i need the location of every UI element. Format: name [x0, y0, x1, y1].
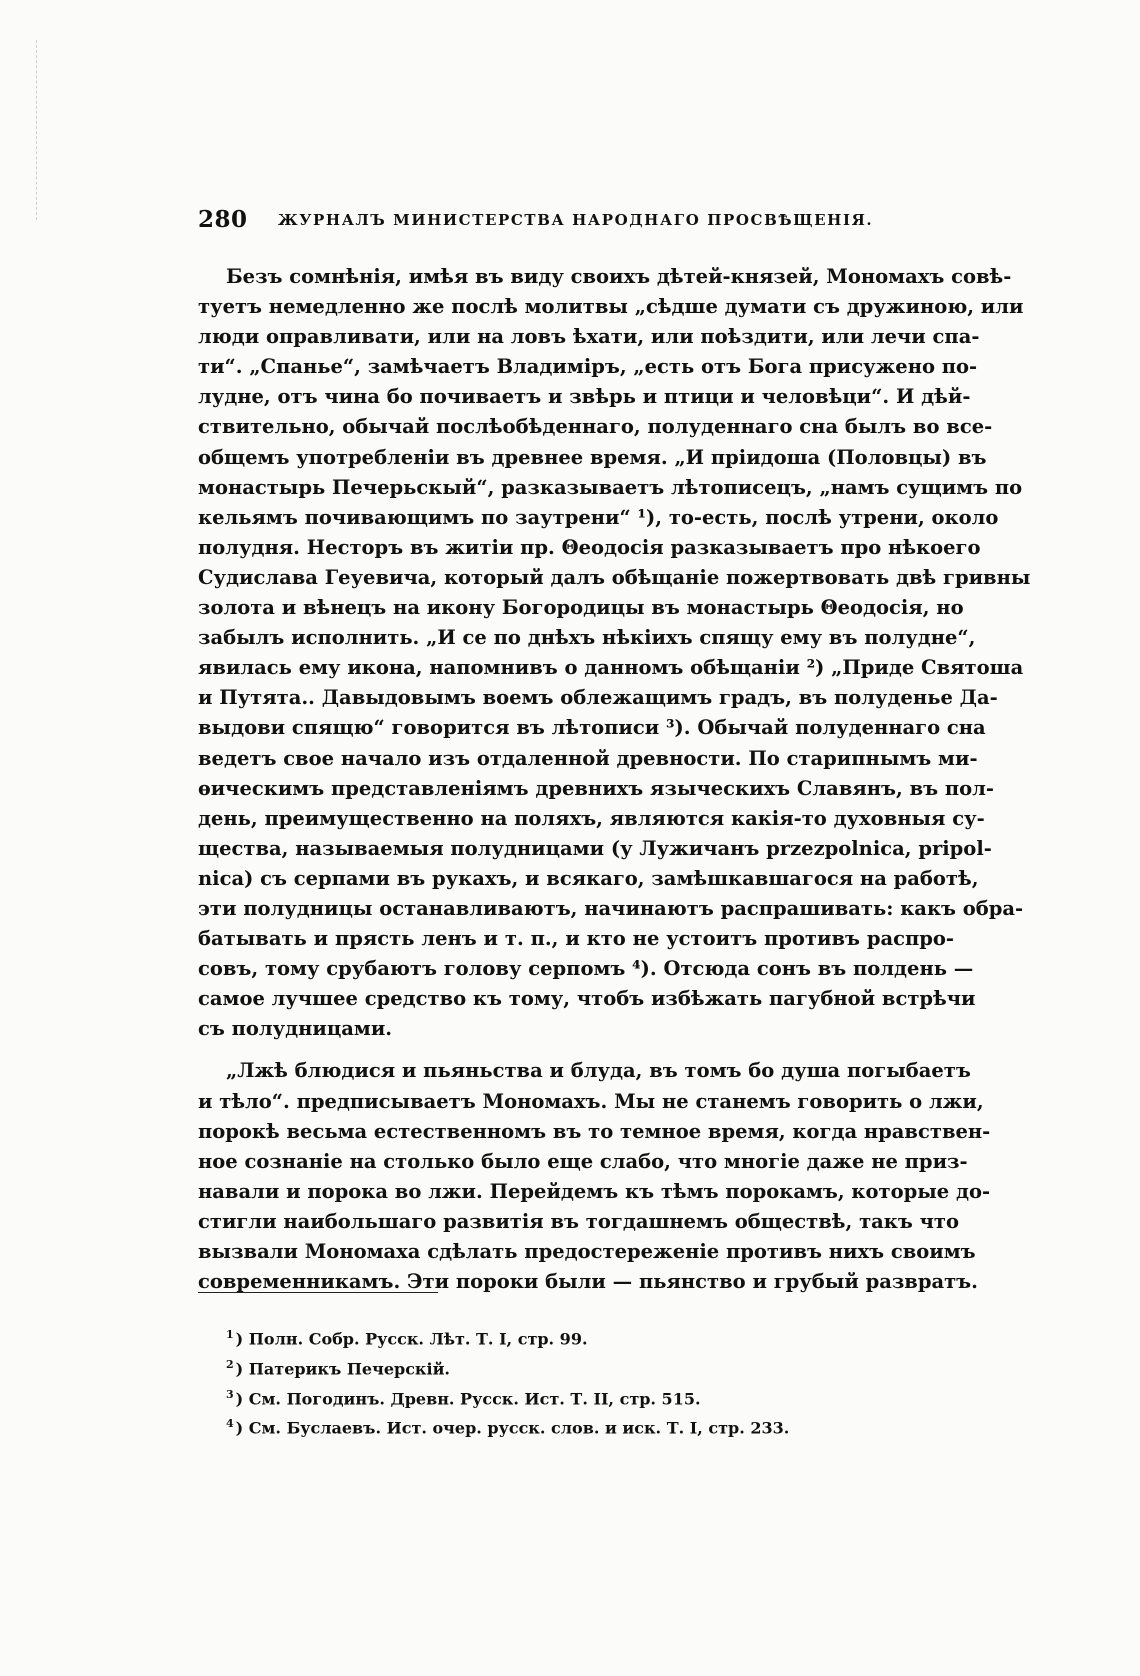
text-line: съ полудницами.: [198, 1017, 393, 1041]
footnote-mark: 2: [226, 1357, 234, 1371]
text-line: полудня. Несторъ въ житіи пр. Θеодосія разказываетъ про нѣкоего: [198, 535, 981, 559]
text-line: навали и порока во лжи. Перейдемъ къ тѣмъ порокамъ, которые до-: [198, 1179, 991, 1203]
footnote-text: ) Патерикъ Печерскій.: [235, 1359, 450, 1379]
text-line: общемъ употребленіи въ древнее время. „И пріидоша (Половцы) въ: [198, 445, 987, 469]
footnote-mark: 1: [226, 1328, 234, 1341]
footnote-rule: [198, 1292, 438, 1293]
text-line: порокѣ весьма естественномъ въ то темное время, когда нравствен-: [198, 1119, 991, 1143]
text-line: золота и вѣнецъ на икону Богородицы въ монастырь Θеодосія, но: [198, 596, 964, 620]
text-line: батывать и прясть ленъ и т. п., и кто не устоитъ противъ распро-: [198, 927, 954, 951]
text-line: Безъ сомнѣнія, имѣя въ виду своихъ дѣтей-князей, Мономахъ совѣ-: [226, 265, 1012, 288]
footnotes: [226, 1322, 926, 1441]
text-line: ное сознаніе на столько было еще слабо, что многіе даже не приз-: [198, 1149, 968, 1173]
text-line: явилась ему икона, напомнивъ о данномъ обѣщаніи ²) „Приде Святоша: [198, 656, 1024, 680]
page-header: [198, 206, 958, 236]
text-line: современникамъ. Эти пороки были — пьянство и грубый развратъ.: [198, 1270, 978, 1294]
footnote-text: ) См. Погодинъ. Древн. Русск. Ист. Т. II, стр. 515.: [235, 1388, 701, 1408]
footnote-3: [226, 1382, 926, 1412]
text-line: люди оправливати, или на ловъ ѣхати, или поѣздити, или лечи спа-: [198, 325, 980, 349]
text-line: забылъ исполнить. „И се по днѣхъ нѣкіихъ спящу ему въ полудне“,: [198, 626, 976, 650]
footnote-mark: 4: [226, 1417, 234, 1431]
text-line: эти полудницы останавливаютъ, начинаютъ распрашивать: какъ обра-: [198, 896, 1024, 920]
text-line: туетъ немедленно же послѣ молитвы „сѣдше думати съ дружиною, или: [198, 295, 1024, 319]
text-line: и Путята.. Давыдовымъ воемъ облежащимъ градъ, въ полуденье Да-: [198, 686, 998, 710]
footnote-2: [226, 1352, 926, 1382]
footnote-1: [226, 1322, 926, 1352]
text-line: и тѣло“. предписываетъ Мономахъ. Мы не станемъ говорить о лжи,: [198, 1089, 984, 1113]
text-line: монастырь Печерьскый“, разказываетъ лѣтописецъ, „намъ сущимъ по: [198, 475, 1023, 499]
text-line: день, преимущественно на поляхъ, являются какія-то духовныя су-: [198, 806, 985, 830]
text-line: щества, называемыя полудницами (у Лужичанъ przezpolnica, pripol-: [198, 836, 992, 860]
text-line: ѳическимъ представленіямъ древнихъ языческихъ Славянъ, въ пол-: [198, 776, 994, 800]
footnote-text: ) Полн. Собр. Русск. Лѣт. Т. I, стр. 99.: [235, 1329, 588, 1349]
text-line: выдови спящю“ говорится въ лѣтописи ³). Обычай полуденнаго сна: [198, 716, 986, 740]
footnote-mark: 3: [226, 1387, 234, 1401]
text-line: вызвали Мономаха сдѣлать предостереженіе противъ нихъ своимъ: [198, 1240, 976, 1263]
text-line: ти“. „Спанье“, замѣчаетъ Владиміръ, „есть отъ Бога присужено по-: [198, 355, 978, 379]
footnote-4: [226, 1411, 926, 1441]
text-line: самое лучшее средство къ тому, чтобъ избѣжать пагубной встрѣчи: [198, 987, 976, 1011]
running-title: ЖУРНАЛЪ МИНИСТЕРСТВА НАРОДНАГО ПРОСВѢЩЕНІЯ.: [278, 211, 874, 229]
page-number: 280: [198, 206, 248, 233]
body-text: [198, 262, 1031, 1297]
text-line: стигли наибольшаго развитія въ тогдашнемъ обществѣ, такъ что: [198, 1209, 959, 1233]
text-line: лудне, отъ чина бо почиваетъ и звѣрь и птици и человѣци“. И дѣй-: [198, 385, 971, 409]
text-line: ведетъ свое начало изъ отдаленной древности. По старипнымъ ми-: [198, 746, 978, 770]
text-line: Судислава Геуевича, который далъ обѣщаніе пожертвовать двѣ гривны: [198, 565, 1031, 589]
footnote-text: ) См. Буслаевъ. Ист. очер. русск. слов. и иск. Т. I, стр. 233.: [235, 1418, 790, 1438]
text-line: „Лжѣ блюдися и пьяньства и блуда, въ томъ бо душа погыбаетъ: [226, 1059, 971, 1083]
scan-edge-marks: [36, 40, 39, 220]
text-line: nica) съ серпами въ рукахъ, и всякаго, замѣшкавшагося на работѣ,: [198, 866, 979, 890]
paragraph-1: [198, 262, 1031, 1044]
paragraph-gap: [198, 1044, 954, 1056]
text-line: совъ, тому срубаютъ голову серпомъ ⁴). Отсюда сонъ въ полдень —: [198, 957, 974, 981]
text-line: кельямъ почивающимъ по заутрени“ ¹), то-есть, послѣ утрени, около: [198, 505, 999, 529]
text-line: ствительно, обычай послѣобѣденнаго, полуденнаго сна былъ во все-: [198, 415, 993, 439]
paragraph-2: [198, 1056, 991, 1297]
